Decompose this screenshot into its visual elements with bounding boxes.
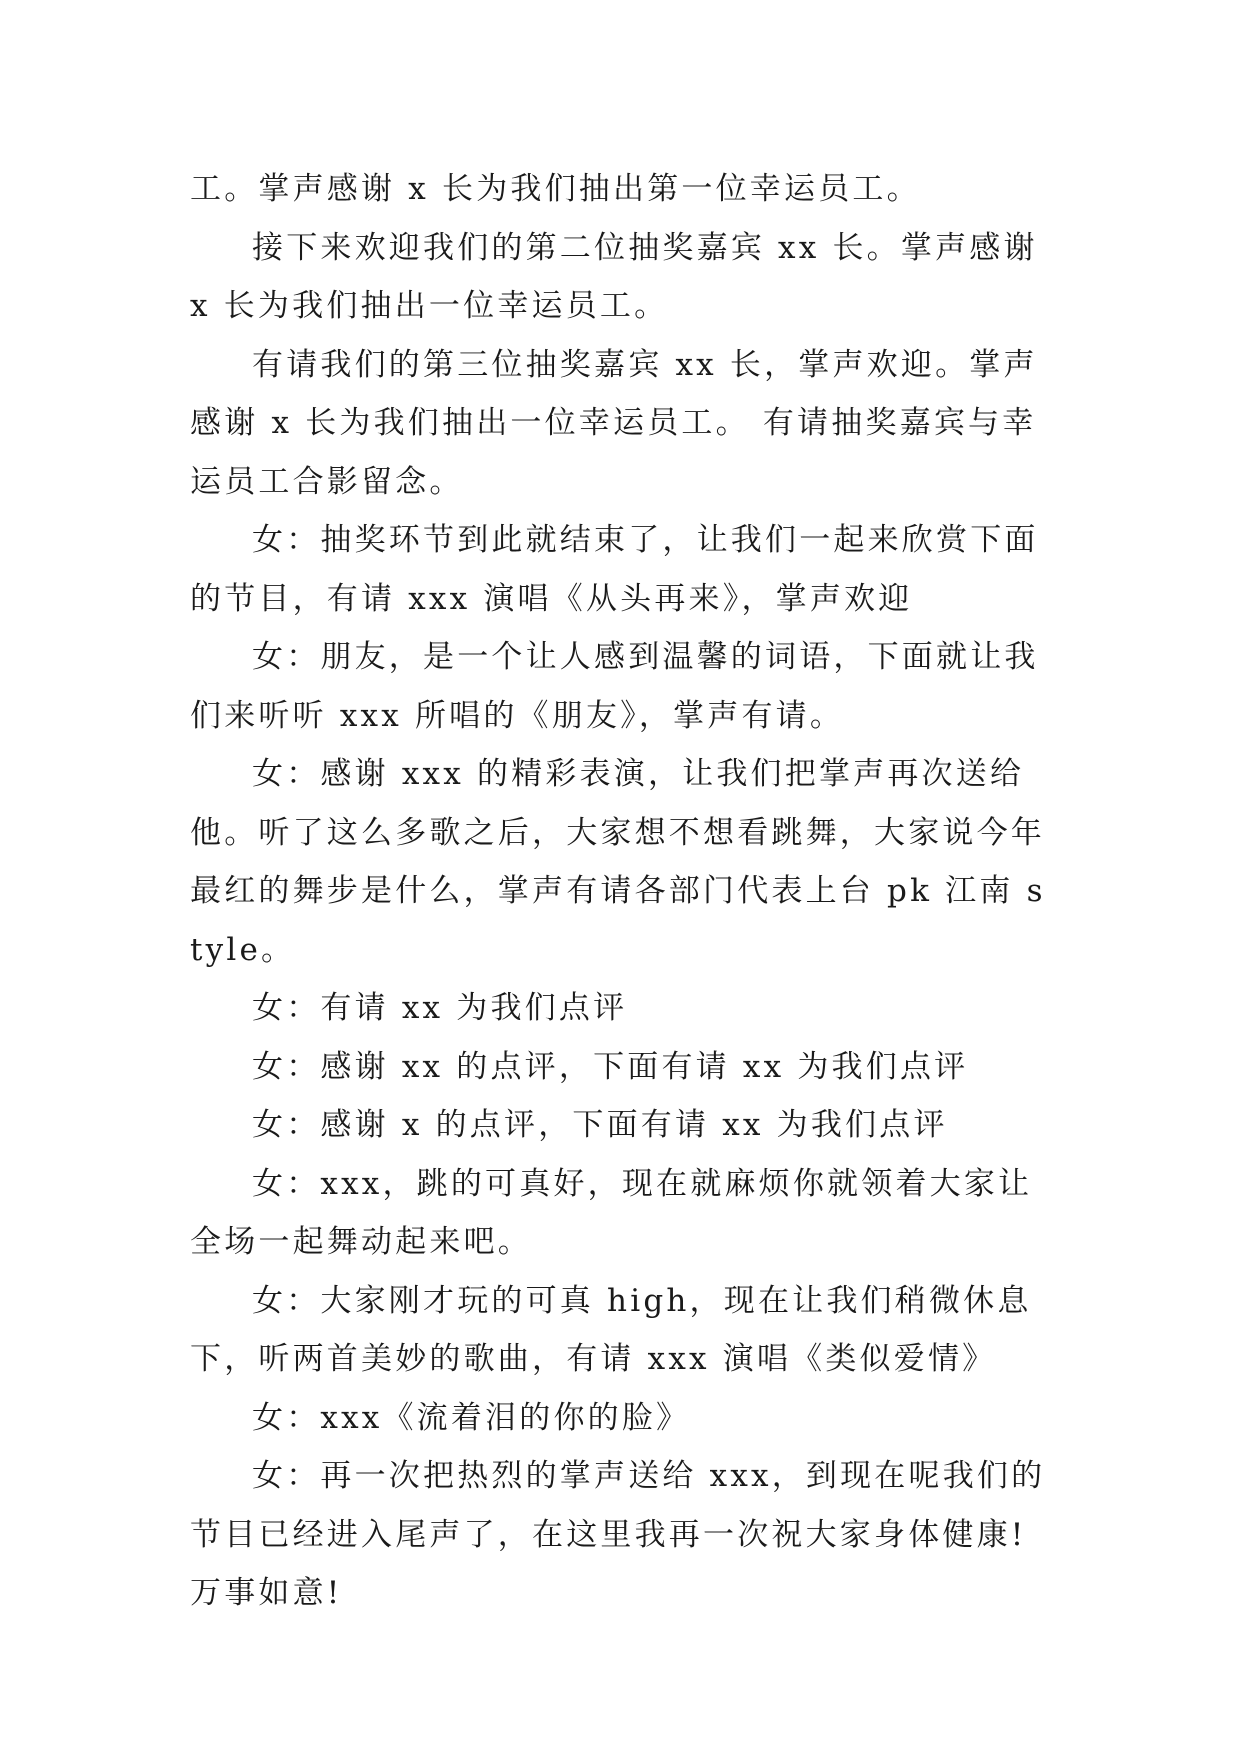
paragraph-12: 女：xxx《流着泪的你的脸》 xyxy=(252,1399,691,1436)
paragraph-1: 工。掌声感谢 x 长为我们抽出第一位幸运员工。 xyxy=(190,171,921,207)
paragraph-10: 女：xxx，跳的可真好，现在就麻烦你就领着大家让全场一起舞动起来吧。 xyxy=(190,1165,1033,1260)
paragraph-8: 女：感谢 xx 的点评，下面有请 xx 为我们点评 xyxy=(252,1048,969,1085)
document-body xyxy=(190,160,1060,1623)
paragraph-7: 女：有请 xx 为我们点评 xyxy=(252,990,628,1026)
paragraph-6: 女：感谢 xxx 的精彩表演，让我们把掌声再次送给他。听了这么多歌之后，大家想不想看跳舞，大家说今年最红的舞步是什么，掌声有请各部门代表上台 pk 江南 style。 xyxy=(190,756,1046,968)
paragraph-11: 女：大家刚才玩的可真 high，现在让我们稍微休息下，听两首美妙的歌曲，有请 xxx 演唱《类似爱情》 xyxy=(190,1282,1032,1377)
paragraph-3: 有请我们的第三位抽奖嘉宾 xx 长，掌声欢迎。掌声感谢 x 长为我们抽出一位幸运员工。 有请抽奖嘉宾与幸运员工合影留念。 xyxy=(190,346,1038,500)
paragraph-13: 女：再一次把热烈的掌声送给 xxx，到现在呢我们的节目已经进入尾声了，在这里我再一次祝大家身体健康!万事如意! xyxy=(190,1458,1046,1611)
paragraph-9: 女：感谢 x 的点评，下面有请 xx 为我们点评 xyxy=(252,1107,948,1143)
paragraph-4: 女：抽奖环节到此就结束了，让我们一起来欣赏下面的节目，有请 xxx 演唱《从头再来》，掌声欢迎 xyxy=(190,522,1039,617)
paragraph-5: 女：朋友，是一个让人感到温馨的词语，下面就让我们来听听 xxx 所唱的《朋友》，掌声有请。 xyxy=(190,639,1039,734)
paragraph-2: 接下来欢迎我们的第二位抽奖嘉宾 xx 长。掌声感谢 x 长为我们抽出一位幸运员工。 xyxy=(190,229,1038,324)
